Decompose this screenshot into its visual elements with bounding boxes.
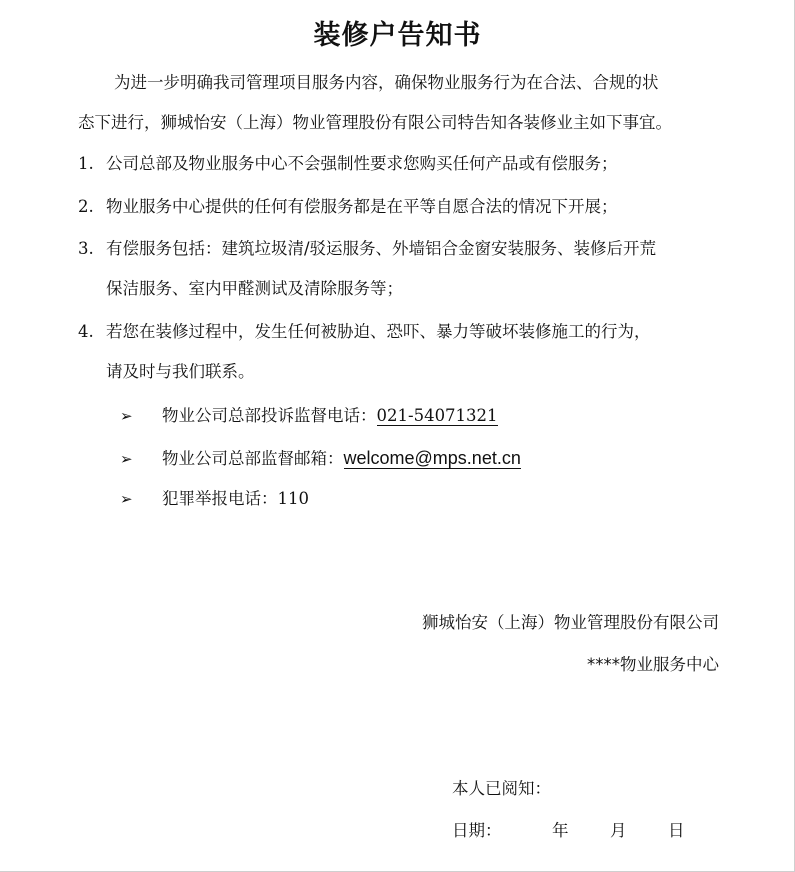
contact-label: 犯罪举报电话： <box>162 489 278 508</box>
arrow-bullet-icon: ➢ <box>120 450 133 468</box>
list-number: 2. <box>78 197 94 216</box>
list-number: 1. <box>78 154 94 173</box>
document-title: 装修户告知书 <box>313 20 482 51</box>
intro-line-2: 态下进行，狮城怡安（上海）物业管理股份有限公司特告知各装修业主如下事宜。 <box>78 113 672 132</box>
crime-report-number: 110 <box>277 489 309 508</box>
contact-phone-row <box>120 401 498 431</box>
list-text-line-2: 保洁服务、室内甲醛测试及清除服务等； <box>106 279 403 298</box>
signature-center: ****物业服务中心 <box>587 655 719 674</box>
list-item-4 <box>78 312 728 392</box>
list-text: 物业服务中心提供的任何有偿服务都是在平等自愿合法的情况下开展； <box>106 197 618 216</box>
supervision-email-link[interactable]: welcome@mps.net.cn <box>343 448 521 468</box>
arrow-bullet-icon: ➢ <box>120 490 133 508</box>
contact-email-row <box>120 443 521 474</box>
contact-label: 物业公司总部监督邮箱： <box>162 449 344 468</box>
acknowledge-label: 本人已阅知： <box>452 779 551 798</box>
list-number: 3. <box>78 239 94 258</box>
month-label: 月 <box>610 821 627 840</box>
complaint-phone-link[interactable]: 021-54071321 <box>376 406 498 425</box>
intro-paragraph <box>78 63 728 143</box>
date-row <box>452 816 685 846</box>
list-text-line-2: 请及时与我们联系。 <box>106 362 255 381</box>
arrow-bullet-icon: ➢ <box>120 407 133 425</box>
date-label: 日期： <box>452 821 502 840</box>
list-text: 公司总部及物业服务中心不会强制性要求您购买任何产品或有偿服务； <box>106 154 618 173</box>
list-text-line-1: 有偿服务包括：建筑垃圾清/驳运服务、外墙铝合金窗安装服务、装修后开荒 <box>106 239 657 258</box>
list-item-1 <box>78 144 728 184</box>
contact-crime-row <box>120 484 309 514</box>
list-text-line-1: 若您在装修过程中，发生任何被胁迫、恐吓、暴力等破坏装修施工的行为， <box>106 322 651 341</box>
year-label: 年 <box>552 821 569 840</box>
day-label: 日 <box>668 821 685 840</box>
list-number: 4. <box>78 322 94 341</box>
list-item-3 <box>78 229 728 309</box>
signature-company: 狮城怡安（上海）物业管理股份有限公司 <box>422 613 719 632</box>
intro-line-1: 为进一步明确我司管理项目服务内容，确保物业服务行为在合法、合规的状 <box>114 73 659 92</box>
list-item-2 <box>78 187 728 227</box>
contact-label: 物业公司总部投诉监督电话： <box>162 406 377 425</box>
